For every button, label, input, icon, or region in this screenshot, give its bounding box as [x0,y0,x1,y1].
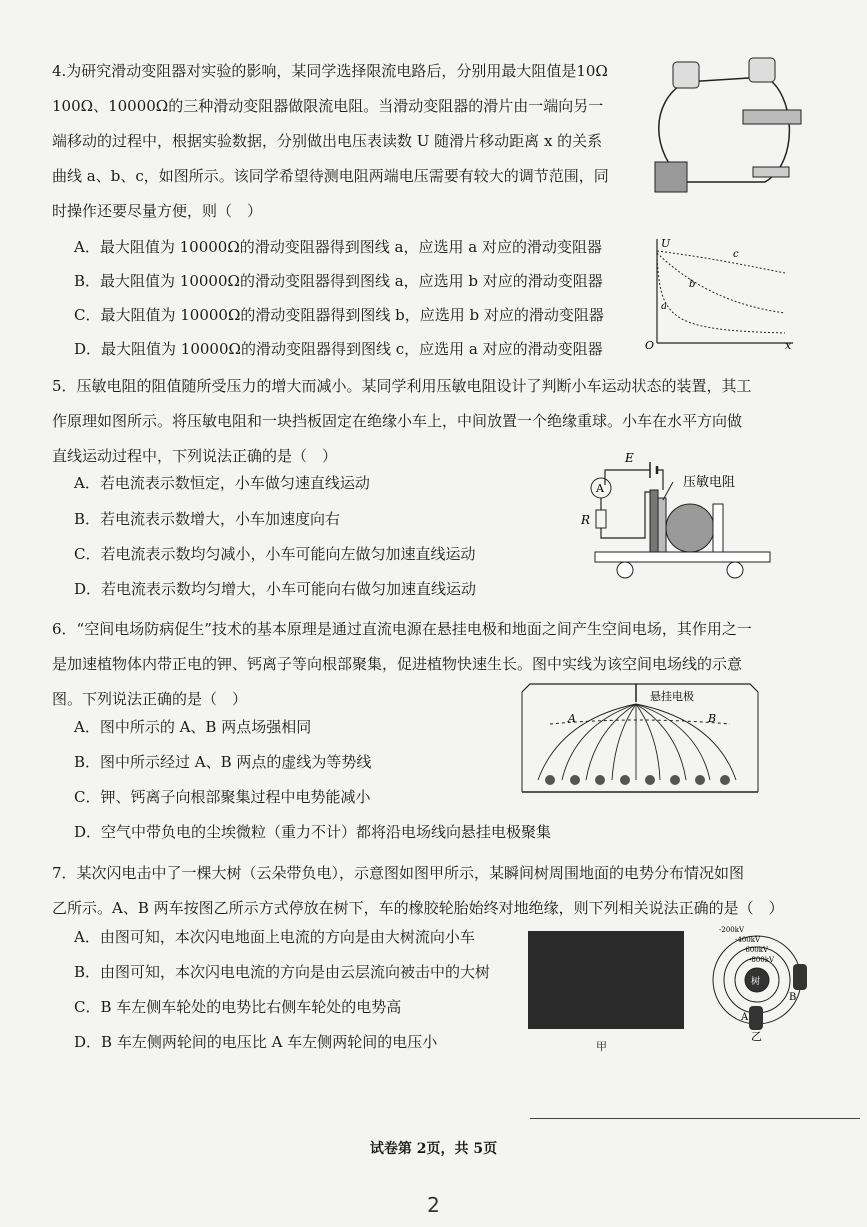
q7-option-d[interactable]: D．B 车左侧两轮间的电压比 A 车左侧两轮间的电压小 [74,1033,438,1051]
electrode-label: 悬挂电极 [650,690,694,703]
curve-c-label: c [733,249,739,260]
q7-option-a[interactable]: A．由图可知，本次闪电地面上电流的方向是由大树流向小车 [74,928,475,946]
equipotential-dashed-line [550,720,730,724]
tree-label: 树 [751,977,761,987]
switch-icon [753,167,789,177]
ring-label-2: -400kV [735,936,761,944]
q4-circuit-figure [645,52,805,202]
q6-option-b[interactable]: B．图中所示经过 A、B 两点的虚线为等势线 [74,753,372,771]
q5-option-c[interactable]: C．若电流表示数均匀减小，小车可能向左做匀加速直线运动 [74,545,476,563]
ammeter-label: A [596,482,604,495]
ring-label-4: -800kV [749,956,775,964]
q5-line-1: 5．压敏电阻的阻值随所受压力的增大而减小。某同学利用压敏电阻设计了判断小车运动状态的装置，其工 [52,377,752,395]
resistor-icon [596,510,606,528]
point-a-label: A [568,712,576,725]
q7-line-1: 7．某次闪电击中了一棵大树（云朵带负电），示意图如图甲所示，某瞬间树周围地面的电势分布情况如图 [52,864,745,882]
q5-line-2: 作原理如图所示。将压敏电阻和一块挡板固定在绝缘小车上，中间放置一个绝缘重球。小车在水平方向做 [52,412,743,430]
heavy-ball [666,504,714,552]
q6-line-1: 6．“空间电场防病促生”技术的基本原理是通过直流电源在悬挂电极和地面之间产生空间电场，其作用之一 [52,620,752,638]
q6-line-2: 是加速植物体内带正电的钾、钙离子等向根部聚集，促进植物快速生长。图中实线为该空间电场线的示意 [52,655,743,673]
curve-b-label: b [689,279,696,290]
cart-wheel-right [727,562,743,578]
lightning-photo [528,931,684,1029]
potential-rings-figure [705,922,815,1042]
resistor-label: R [581,513,591,527]
pressure-resistor [658,498,666,552]
q4-option-d[interactable]: D．最大阻值为 10000Ω的滑动变阻器得到图线 c，应选用 a 对应的滑动变阻器 [74,340,603,358]
caption-yi: 乙 [751,1030,762,1042]
q7-option-c[interactable]: C．B 车左侧车轮处的电势比右侧车轮处的电势高 [74,998,402,1016]
battery-icon [655,162,687,192]
q4-option-c[interactable]: C．最大阻值为 10000Ω的滑动变阻器得到图线 b，应选用 b 对应的滑动变阻器 [74,306,604,324]
q4-line-3: 端移动的过程中，根据实验数据，分别做出电压表读数 U 随滑片移动距离 x 的关系 [52,132,603,150]
y-axis-label: U [661,237,671,250]
q4-line-1: 4.为研究滑动变阻器对实验的影响，某同学选择限流电路后，分别用最大阻值是10Ω [52,62,608,80]
q6-option-a[interactable]: A．图中所示的 A、B 两点场强相同 [74,718,312,736]
ring-label-1: -200kV [719,926,745,934]
q5-option-a[interactable]: A．若电流表示数恒定，小车做匀速直线运动 [74,474,370,492]
footer-rule [530,1118,860,1119]
q7-option-b[interactable]: B．由图可知，本次闪电电流的方向是由云层流向被击中的大树 [74,963,491,981]
cart-body [595,552,770,562]
q4-ux-graph [645,235,795,350]
right-plate [713,504,723,552]
rheostat-icon [743,110,801,124]
page-footer: 试卷第 2页，共 5页 [369,1141,498,1157]
x-axis-label: x [785,339,792,350]
q4-line-4: 曲线 a、b、c，如图所示。该同学希望待测电阻两端电压需要有较大的调节范围，同 [52,167,609,185]
q6-option-c[interactable]: C．钾、钙离子向根部聚集过程中电势能减小 [74,788,371,806]
curve-b [657,253,785,313]
car-a-icon [749,1006,763,1030]
q6-option-d[interactable]: D．空气中带负电的尘埃微粒（重力不计）都将沿电场线向悬挂电极聚集 [74,823,552,841]
point-b-label: B [708,712,717,725]
q4-line-2: 100Ω、10000Ω的三种滑动变阻器做限流电阻。当滑动变阻器的滑片由一端向另一 [52,97,604,115]
curve-a [657,255,785,333]
q7-line-2: 乙所示。A、B 两车按图乙所示方式停放在树下，车的橡胶轮胎始终对地绝缘，则下列相关说法正确的是（ ） [52,899,784,917]
plants-row [545,775,730,785]
q6-field-figure [520,680,760,800]
q4-option-b[interactable]: B．最大阻值为 10000Ω的滑动变阻器得到图线 a，应选用 b 对应的滑动变阻器 [74,272,603,290]
origin-label: O [645,339,655,350]
voltmeter-icon [673,62,699,88]
q5-line-3: 直线运动过程中，下列说法正确的是（ ） [52,447,338,465]
curve-a-label: a [661,301,667,312]
caption-jia: 甲 [596,1040,607,1053]
baffle-plate [650,490,658,552]
cart-wheel-left [617,562,633,578]
car-a-label: A [741,1012,749,1023]
question-7 [52,856,812,926]
q5-option-b[interactable]: B．若电流表示数增大，小车加速度向右 [74,510,341,528]
q5-cart-figure [575,440,775,590]
question-4 [52,54,642,229]
q5-option-d[interactable]: D．若电流表示数均匀增大，小车可能向右做匀加速直线运动 [74,580,477,598]
pressure-resistor-label: 压敏电阻 [683,475,736,490]
ammeter-icon [749,58,775,82]
emf-label: E [625,451,634,465]
car-b-label: B [789,992,797,1003]
q6-line-3: 图。下列说法正确的是（ ） [52,690,248,708]
ring-label-3: -600kV [743,946,769,954]
q4-line-5: 时操作还要尽量方便，则（ ） [52,202,263,220]
car-b-icon [793,964,807,990]
page-number: 2 [427,1193,440,1217]
q4-option-a[interactable]: A．最大阻值为 10000Ω的滑动变阻器得到图线 a，应选用 a 对应的滑动变阻器 [74,238,602,256]
